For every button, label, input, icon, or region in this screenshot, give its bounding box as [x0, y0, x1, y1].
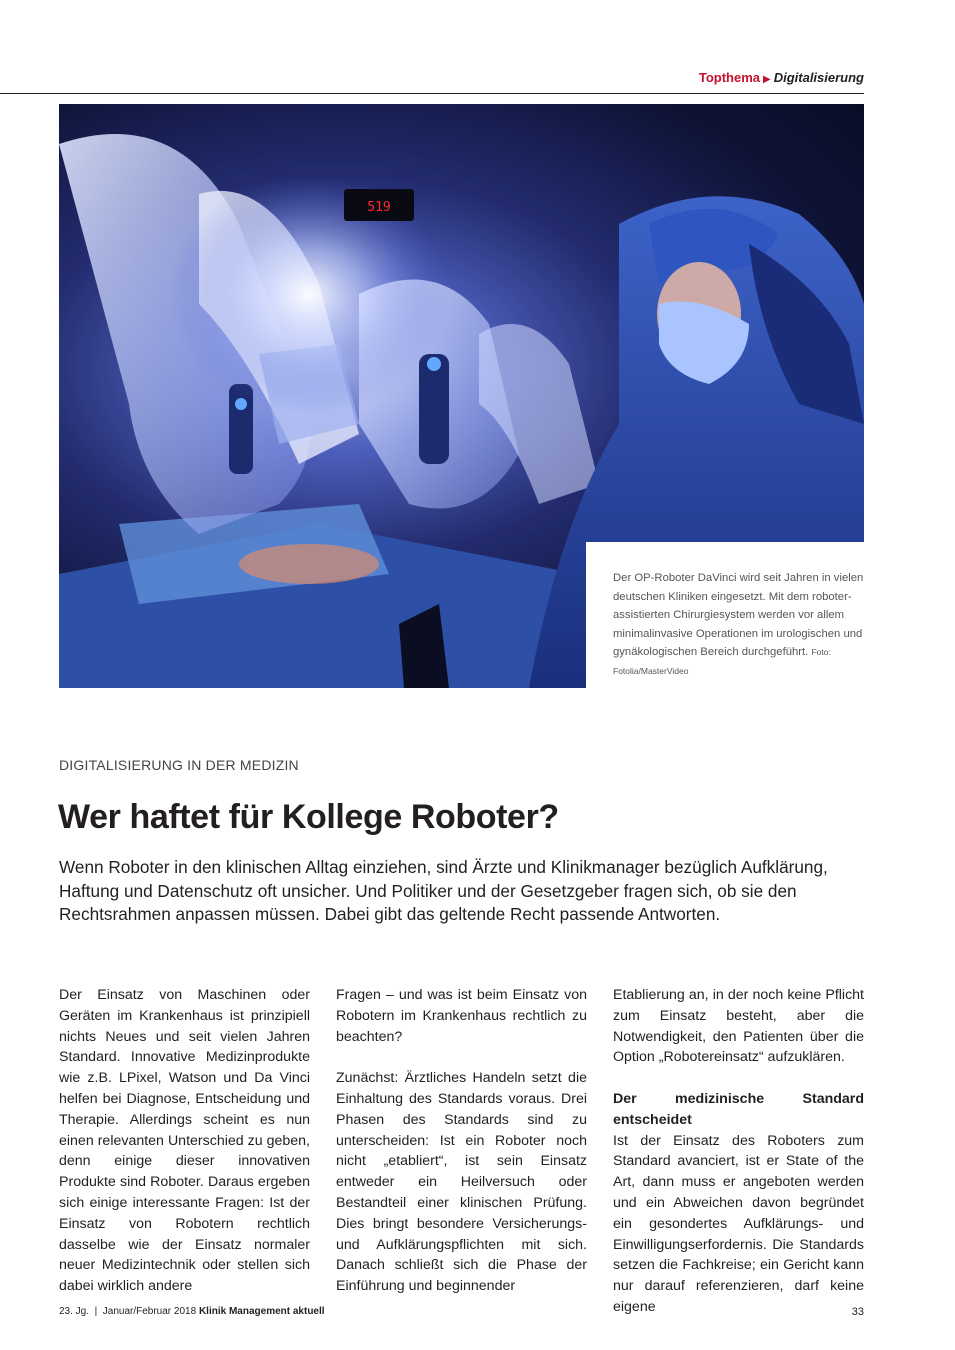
- paragraph: Etablierung an, in der noch keine Pflicht zum Einsatz besteht, aber die Notwendigkeit, den Patienten über die Option „Robotereinsatz“ aufzuklären.: [613, 987, 864, 1066]
- footer-separator: |: [94, 1306, 98, 1317]
- triangle-right-icon: ▶: [763, 74, 771, 85]
- text-column-1: [59, 985, 310, 1318]
- paragraph: Der Einsatz von Maschinen oder Geräten im Krankenhaus ist prinzipiell nichts Neues und seit vielen Jahren Standard. Innovative Medizinprodukte wie z.B. LPixel, Watson und Da Vinci helfen bei Diagnose, Entscheidung und Therapie. Allerdings scheint es nun einen relevanten Unterschied zu geben, denn einige dieser innovativen Produkte sind Roboter. Daraus ergeben sich einige interessante Fragen: Ist der Einsatz von Robotern rechtlich dasselbe wie der Einsatz normaler neuer Medizintechnik oder stellen sich dabei wirklich andere: [59, 987, 310, 1295]
- header-topic: Digitalisierung: [773, 70, 864, 85]
- footer-volume: 23. Jg.: [59, 1306, 90, 1317]
- paragraph: Fragen – und was ist beim Einsatz von Robotern im Krankenhaus rechtlich zu beachten?: [336, 987, 587, 1045]
- section-subheading: Der medizinische Standard entscheidet: [613, 1090, 864, 1128]
- page-number: 33: [851, 1306, 864, 1318]
- photo-caption: [613, 569, 865, 681]
- footer-magazine: Klinik Management aktuell: [198, 1306, 325, 1317]
- monitor-display: [344, 189, 414, 221]
- article-kicker: DIGITALISIERUNG IN DER MEDIZIN: [59, 757, 299, 773]
- running-header: [699, 70, 864, 85]
- article-lead: Wenn Roboter in den klinischen Alltag einziehen, sind Ärzte und Klinikmanager bezüglich Aufklärung, Haftung und Datenschutz oft unsicher. Und Politiker und der Gesetzgeber fragen sich, ob sie den Rechtsrahmen anpassen müssen. Dabei gibt das geltende Recht passende Antworten.: [59, 857, 828, 924]
- text-column-2: [336, 985, 587, 1318]
- page-footer: [59, 1306, 325, 1317]
- header-section: Topthema: [698, 70, 760, 85]
- photo-credit: Foto: Fotolia/MasterVideo: [613, 647, 831, 676]
- display-readout: 519: [367, 200, 391, 215]
- footer-issue: Januar/Februar 2018: [102, 1306, 197, 1317]
- paragraph: Zunächst: Ärztliches Handeln setzt die Einhaltung des Standards voraus. Drei Phasen des Standards sind zu unterscheiden: Ist ein Roboter noch nicht „etabliert“, ist sein Einsatz entweder ein Heilversuch oder Bestandteil einer klinischen Prüfung. Dies bringt besondere Versicherungs- und Aufklärungspflichten mit sich. Danach schließt sich die Phase der Einführung und beginnender: [336, 1070, 587, 1295]
- header-rule: [0, 93, 864, 94]
- caption-text: Der OP-Roboter DaVinci wird seit Jahren in vielen deutschen Kliniken eingesetzt. Mit dem roboter-assistierten Chirurgiesystem werden vor allem minimalinvasive Operationen im urologischen und gynäkologischen Bereich durchgeführt.: [613, 572, 864, 659]
- text-column-3: [613, 985, 864, 1339]
- article-title: Wer haftet für Kollege Roboter?: [58, 798, 559, 836]
- paragraph: Ist der Einsatz des Roboters zum Standard avanciert, ist er State of the Art, dann muss er angeboten werden und ein Abweichen davon begründet ein gesondertes Aufklärungs- und Einwilligungserfordernis. Die Standards setzen die Fachkreise; ein Gericht kann nur darauf referenzieren, darf keine eigene: [613, 1132, 864, 1315]
